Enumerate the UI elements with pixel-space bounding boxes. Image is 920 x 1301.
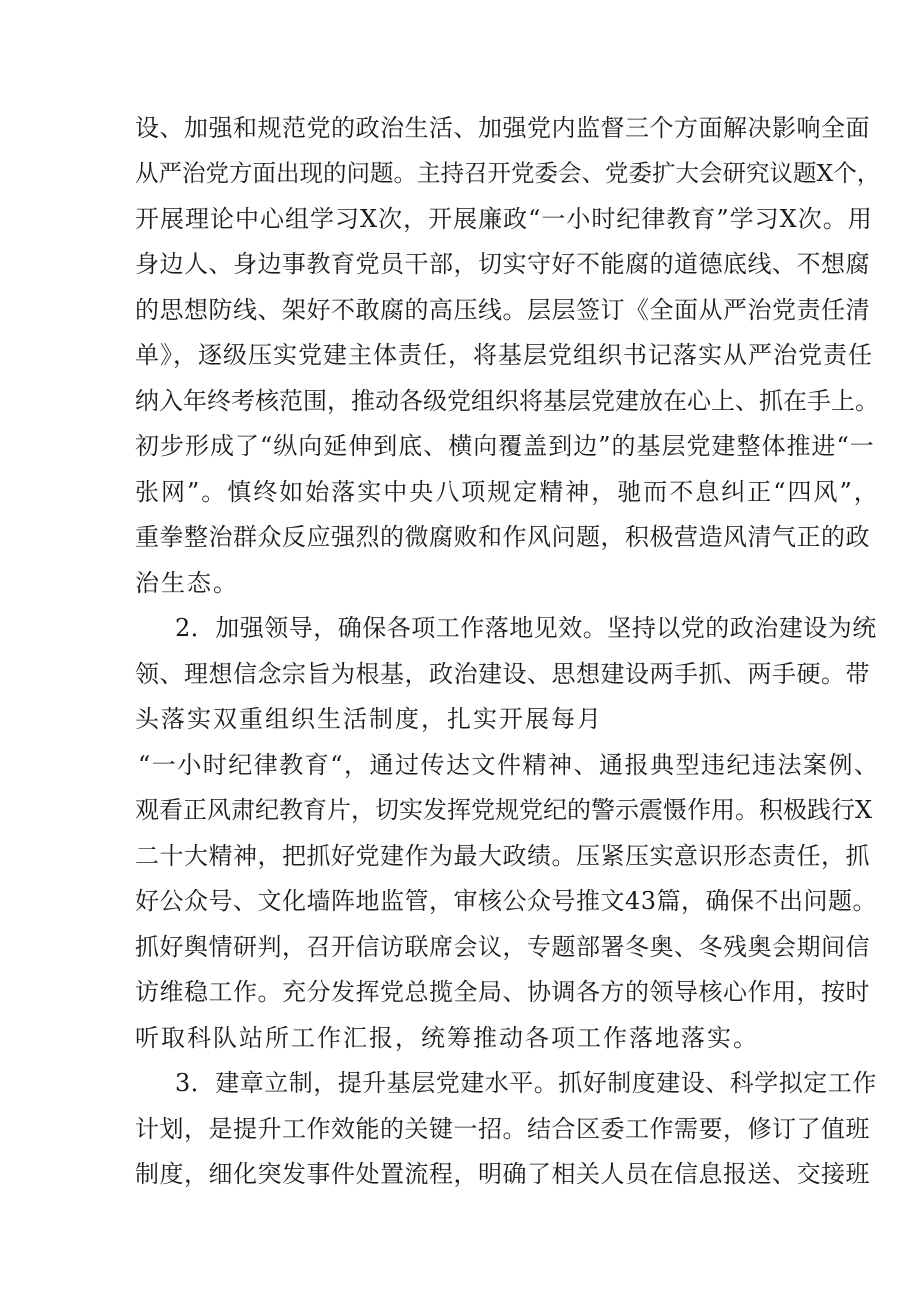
text-line: 身边人、身边事教育党员干部，切实守好不能腐的道德底线、不想腐 xyxy=(135,250,870,278)
text-line: 单》，逐级压实党建主体责任，将基层党组织书记落实从严治党责任 xyxy=(135,341,873,369)
text-line: 抓好舆情研判，召开信访联席会议，专题部署冬奥、冬残奥会期间信 xyxy=(135,933,870,961)
text-line: 计划，是提升工作效能的关键一招。结合区委工作需要，修订了值班 xyxy=(135,1115,870,1143)
text-line: 制度，细化突发事件处置流程，明确了相关人员在信息报送、交接班 xyxy=(135,1160,870,1188)
text-line: 治生态。 xyxy=(135,569,239,597)
text-line: 听取科队站所工作汇报，统筹推动各项工作落地落实。 xyxy=(135,1024,759,1052)
text-line: 纳入年终考核范围，推动各级党组织将基层党建放在心上、抓在手上。 xyxy=(135,387,879,415)
text-line: “一小时纪律教育“，通过传达文件精神、通报典型违纪违法案例、 xyxy=(138,751,880,779)
paragraph-heading-3: 3．建章立制，提升基层党建水平。抓好制度建设、科学拟定工作 xyxy=(175,1069,877,1097)
text-line: 开展理论中心组学习X次，开展廉政“一小时纪律教育”学习X次。用 xyxy=(135,205,873,233)
text-line: 二十大精神，把抓好党建作为最大政绩。压紧压实意识形态责任，抓 xyxy=(135,842,870,870)
text-line: 观看正风肃纪教育片，切实发挥党规党纪的警示震慑作用。积极践行X xyxy=(135,796,873,824)
text-line: 张网”。慎终如始落实中央八项规定精神，驰而不息纠正“四风”， xyxy=(135,478,880,506)
text-line: 设、加强和规范党的政治生活、加强党内监督三个方面解决影响全面 xyxy=(135,114,870,142)
text-line: 头落实双重组织生活制度，扎实开展每月 xyxy=(135,705,603,733)
text-line: 领、理想信念宗旨为根基，政治建设、思想建设两手抓、两手硬。带 xyxy=(135,660,870,688)
text-line: 重拳整治群众反应强烈的微腐败和作风问题，积极营造风清气正的政 xyxy=(135,523,870,551)
text-line: 的思想防线、架好不敢腐的高压线。层层签订《全面从严治党责任清 xyxy=(135,296,870,324)
text-line: 好公众号、文化墙阵地监管，审核公众号推文43篇，确保不出问题。 xyxy=(135,887,878,915)
text-line: 访维稳工作。充分发挥党总揽全局、协调各方的领导核心作用，按时 xyxy=(135,978,870,1006)
paragraph-heading-2: 2．加强领导，确保各项工作落地见效。坚持以党的政治建设为统 xyxy=(175,614,877,642)
text-line: 初步形成了“纵向延伸到底、横向覆盖到边”的基层党建整体推进“一 xyxy=(135,432,875,460)
text-line: 从严治党方面出现的问题。主持召开党委会、党委扩大会研究议题X个， xyxy=(135,159,881,187)
